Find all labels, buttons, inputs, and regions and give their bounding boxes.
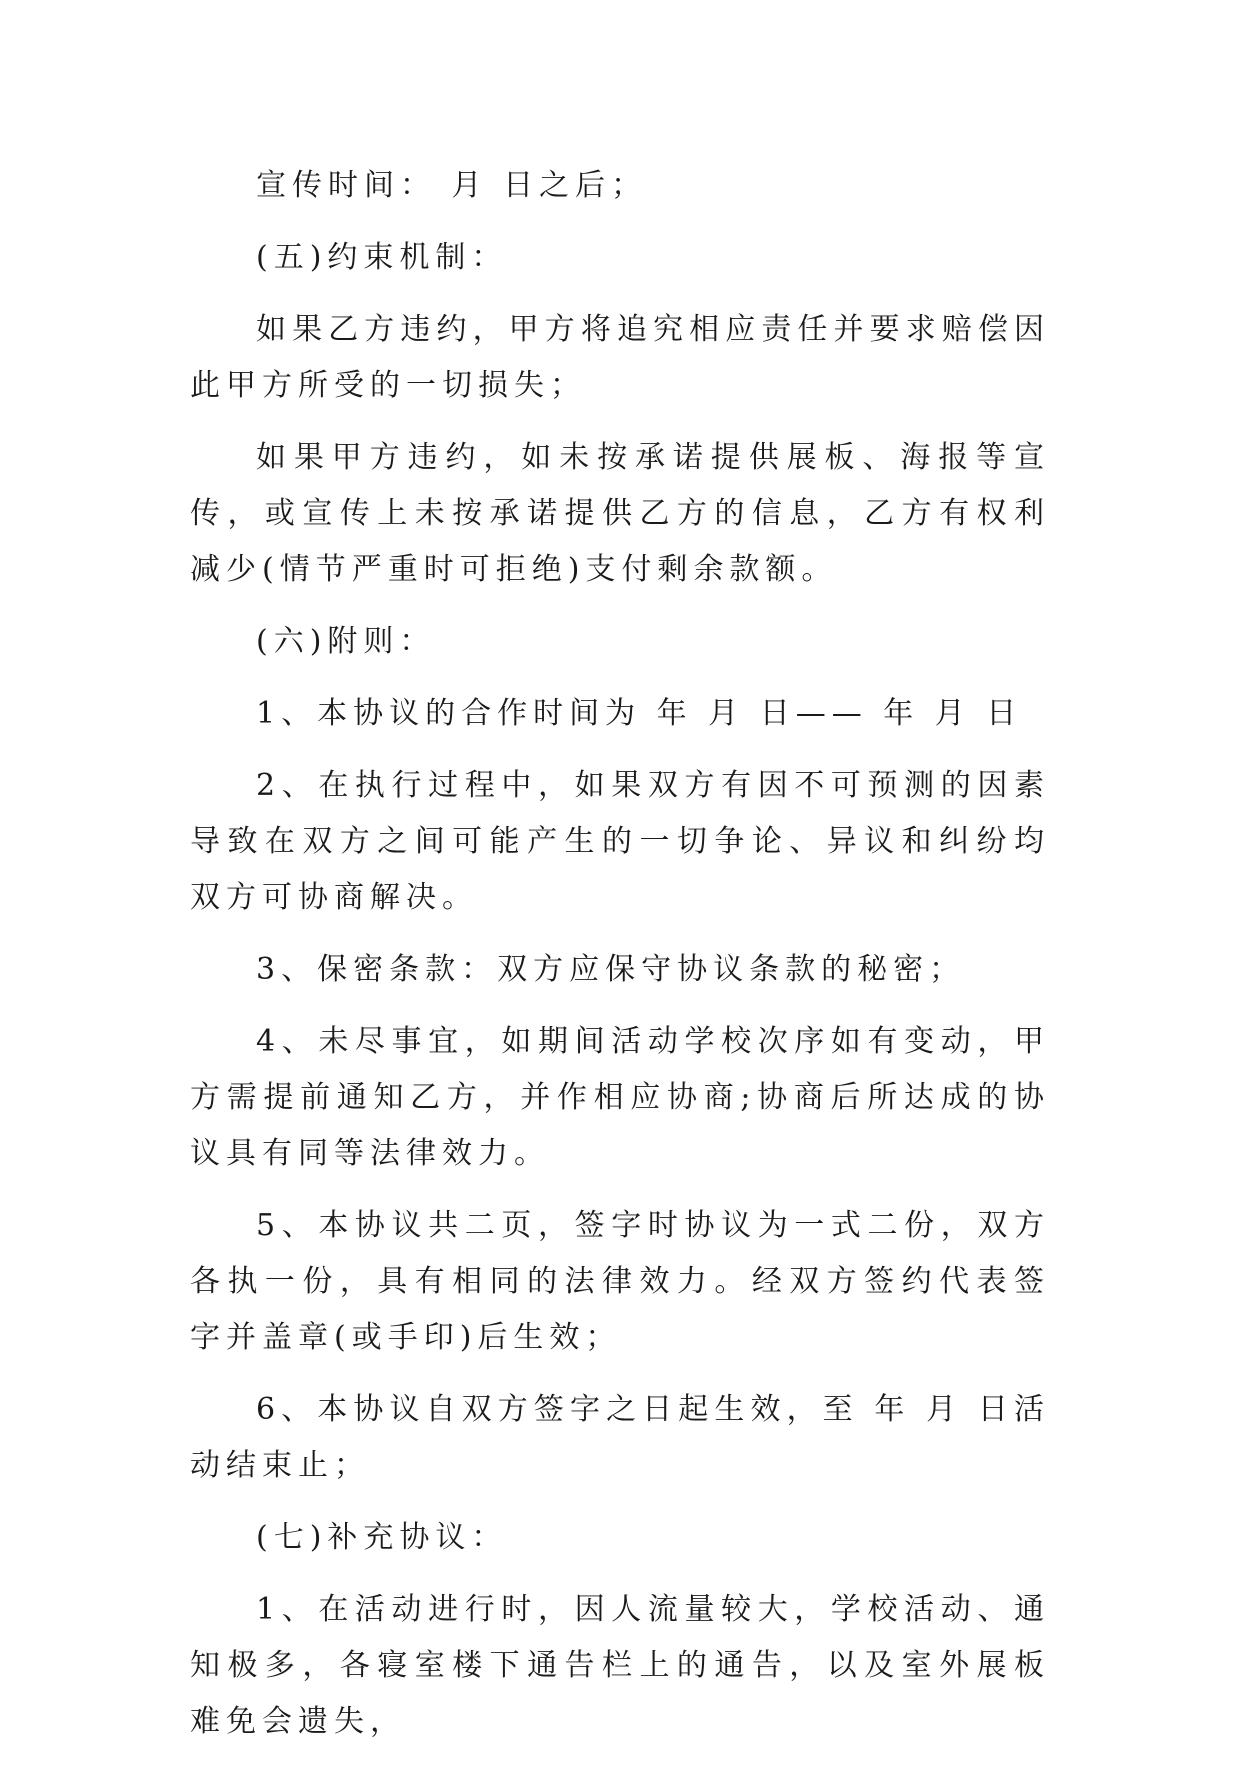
clause-6-effective-date: 6、本协议自双方签字之日起生效，至 年 月 日活动结束止； bbox=[190, 1392, 1050, 1483]
document-page bbox=[190, 158, 1050, 1766]
heading-constraint-mechanism: (五)约束机制： bbox=[256, 240, 508, 275]
clause-1-cooperation-period: 1、本协议的合作时间为 年 月 日—— 年 月 日 bbox=[256, 696, 1023, 731]
paragraph-party-b-breach: 如果乙方违约，甲方将追究相应责任并要求赔偿因此甲方所受的一切损失； bbox=[190, 312, 1050, 403]
clause-4-outstanding-matters: 4、未尽事宜，如期间活动学校次序如有变动，甲方需提前通知乙方，并作相应协商;协商后所达成的协议具有同等法律效力。 bbox=[190, 1024, 1050, 1171]
clause-3-confidentiality: 3、保密条款：双方应保守协议条款的秘密； bbox=[256, 952, 966, 987]
paragraph-publicity-time: 宣传时间： 月 日之后； bbox=[256, 168, 648, 203]
clause-2-dispute-resolution: 2、在执行过程中，如果双方有因不可预测的因素导致在双方之间可能产生的一切争论、异议和纠纷均双方可协商解决。 bbox=[190, 768, 1050, 915]
heading-supplementary-provisions: (六)附则： bbox=[256, 624, 436, 659]
paragraph-party-a-breach: 如果甲方违约，如未按承诺提供展板、海报等宣传，或宣传上未按承诺提供乙方的信息，乙方有权利减少(情节严重时可拒绝)支付剩余款额。 bbox=[190, 440, 1050, 587]
heading-supplementary-agreement: (七)补充协议： bbox=[256, 1520, 508, 1555]
supplement-clause-1: 1、在活动进行时，因人流量较大，学校活动、通知极多，各寝室楼下通告栏上的通告，以及室外展板难免会遗失， bbox=[190, 1592, 1050, 1739]
clause-5-copies-and-effect: 5、本协议共二页，签字时协议为一式二份，双方各执一份，具有相同的法律效力。经双方签约代表签字并盖章(或手印)后生效； bbox=[190, 1208, 1050, 1355]
